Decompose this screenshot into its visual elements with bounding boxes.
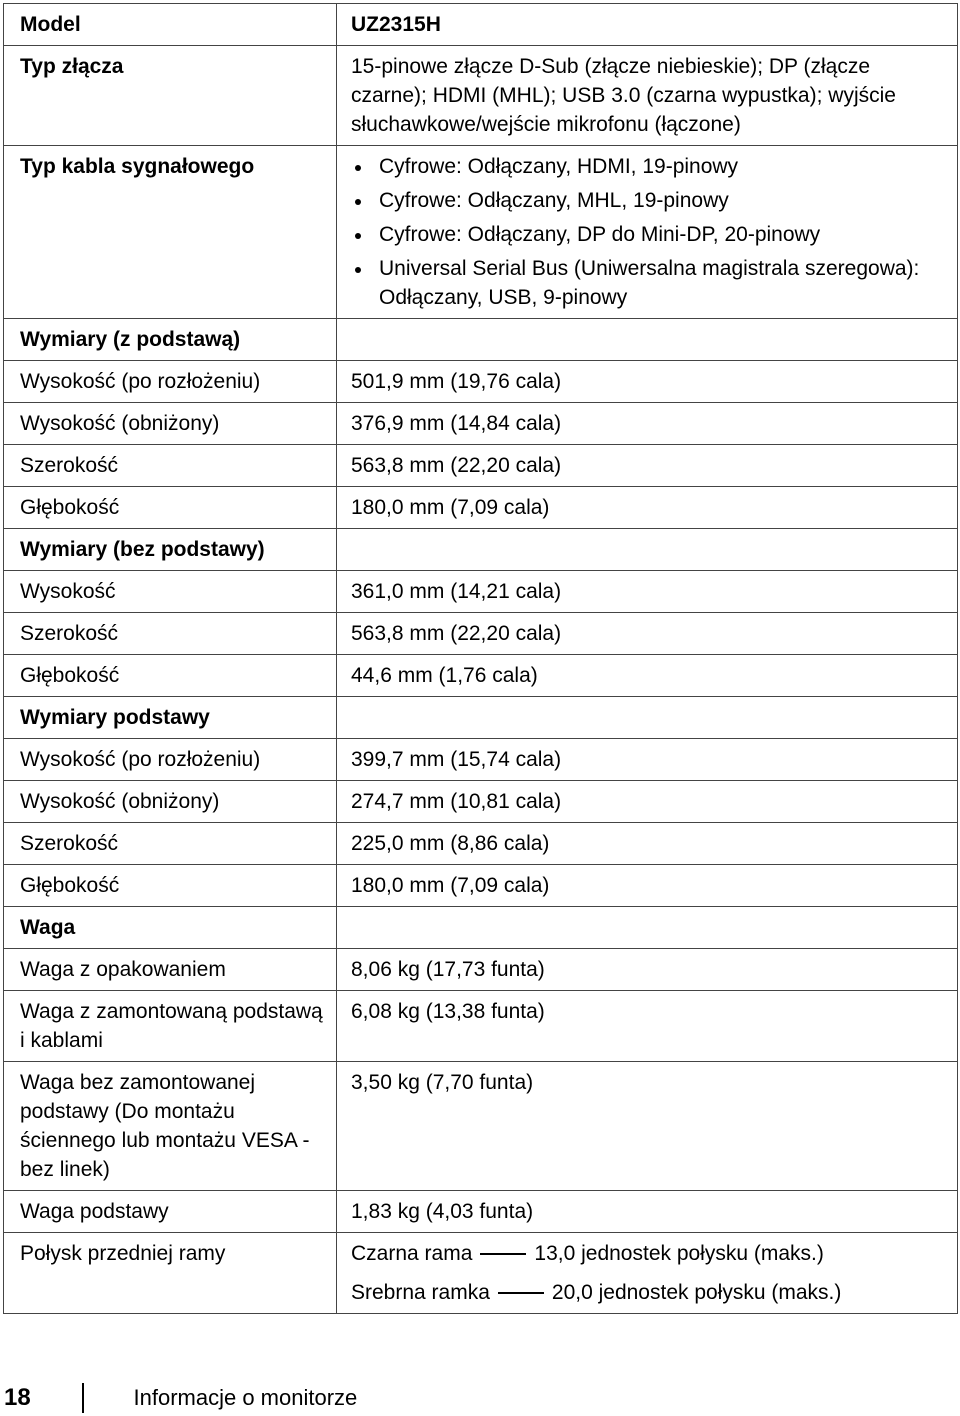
table-row: [4, 571, 958, 613]
section-header-row: [4, 907, 958, 949]
spec-table: [3, 3, 958, 1314]
dims-with-stand-heading: Wymiary (z podstawą): [4, 319, 337, 361]
empty-cell: [337, 907, 958, 949]
gloss-label: Połysk przedniej ramy: [4, 1233, 337, 1314]
stand-height-compressed-value: 274,7 mm (10,81 cala): [337, 781, 958, 823]
section-header-row: [4, 319, 958, 361]
stand-weight-label: Waga podstawy: [4, 1191, 337, 1233]
stand-height-extended-label: Wysokość (po rozłożeniu): [4, 739, 337, 781]
footer-divider: [82, 1383, 84, 1413]
table-row: [4, 1233, 958, 1314]
table-row: [4, 865, 958, 907]
table-row: [4, 46, 958, 146]
stand-dims-heading: Wymiary podstawy: [4, 697, 337, 739]
section-header-row: [4, 697, 958, 739]
stand-height-extended-value: 399,7 mm (15,74 cala): [337, 739, 958, 781]
list-item: Cyfrowe: Odłączany, DP do Mini-DP, 20-pinowy: [351, 220, 947, 249]
stand-depth-value: 180,0 mm (7,09 cala): [337, 865, 958, 907]
width-value: 563,8 mm (22,20 cala): [337, 445, 958, 487]
table-row: [4, 1062, 958, 1191]
gloss-silver-frame-value: 20,0 jednostek połysku (maks.): [551, 1281, 842, 1304]
connector-label: Typ złącza: [4, 46, 337, 146]
table-row: [4, 739, 958, 781]
table-row: [4, 949, 958, 991]
weight-with-stand-value: 6,08 kg (13,38 funta): [337, 991, 958, 1062]
gloss-values: [337, 1233, 958, 1314]
stand-weight-value: 1,83 kg (4,03 funta): [337, 1191, 958, 1233]
gloss-black-frame-name: Czarna rama: [351, 1242, 473, 1265]
width-value: 563,8 mm (22,20 cala): [337, 613, 958, 655]
gloss-black-frame: [351, 1239, 947, 1268]
depth-label: Głębokość: [4, 487, 337, 529]
page-footer: [4, 1380, 357, 1416]
model-label: Model: [4, 4, 337, 46]
depth-label: Głębokość: [4, 655, 337, 697]
signal-cable-list-cell: [337, 146, 958, 319]
table-row: [4, 4, 958, 46]
stand-width-value: 225,0 mm (8,86 cala): [337, 823, 958, 865]
signal-cable-label: Typ kabla sygnałowego: [4, 146, 337, 319]
connector-value: 15-pinowe złącze D-Sub (złącze niebieskie); DP (złącze czarne); HDMI (MHL); USB 3.0 (czarna wypustka); wyjście słuchawkowe/wejście mikrofonu (łączone): [337, 46, 958, 146]
empty-cell: [337, 529, 958, 571]
dims-without-stand-heading: Wymiary (bez podstawy): [4, 529, 337, 571]
em-dash: [480, 1253, 526, 1255]
height-extended-label: Wysokość (po rozłożeniu): [4, 361, 337, 403]
table-row: [4, 991, 958, 1062]
depth-value: 44,6 mm (1,76 cala): [337, 655, 958, 697]
page-number: 18: [4, 1384, 31, 1411]
height-label: Wysokość: [4, 571, 337, 613]
weight-without-stand-value: 3,50 kg (7,70 funta): [337, 1062, 958, 1191]
depth-value: 180,0 mm (7,09 cala): [337, 487, 958, 529]
weight-with-packaging-value: 8,06 kg (17,73 funta): [337, 949, 958, 991]
table-row: [4, 823, 958, 865]
width-label: Szerokość: [4, 445, 337, 487]
width-label: Szerokość: [4, 613, 337, 655]
height-value: 361,0 mm (14,21 cala): [337, 571, 958, 613]
height-compressed-label: Wysokość (obniżony): [4, 403, 337, 445]
table-row: [4, 361, 958, 403]
table-row: [4, 487, 958, 529]
table-row: [4, 403, 958, 445]
section-header-row: [4, 529, 958, 571]
list-item: Cyfrowe: Odłączany, HDMI, 19-pinowy: [351, 152, 947, 181]
model-value: UZ2315H: [337, 4, 958, 46]
table-row: [4, 655, 958, 697]
weight-without-stand-label: Waga bez zamontowanej podstawy (Do montażu ściennego lub montażu VESA - bez linek): [4, 1062, 337, 1191]
gloss-silver-frame-name: Srebrna ramka: [351, 1281, 490, 1304]
gloss-black-frame-value: 13,0 jednostek połysku (maks.): [534, 1242, 824, 1265]
table-row: [4, 445, 958, 487]
table-row: [4, 146, 958, 319]
stand-width-label: Szerokość: [4, 823, 337, 865]
footer-section-title: Informacje o monitorze: [133, 1385, 358, 1410]
height-compressed-value: 376,9 mm (14,84 cala): [337, 403, 958, 445]
stand-height-compressed-label: Wysokość (obniżony): [4, 781, 337, 823]
list-item: Universal Serial Bus (Uniwersalna magistrala szeregowa): Odłączany, USB, 9-pinowy: [351, 254, 947, 312]
weight-heading: Waga: [4, 907, 337, 949]
signal-cable-list: [351, 152, 947, 312]
em-dash: [498, 1292, 544, 1294]
table-row: [4, 613, 958, 655]
empty-cell: [337, 319, 958, 361]
table-row: [4, 781, 958, 823]
empty-cell: [337, 697, 958, 739]
weight-with-packaging-label: Waga z opakowaniem: [4, 949, 337, 991]
stand-depth-label: Głębokość: [4, 865, 337, 907]
gloss-silver-frame: [351, 1278, 947, 1307]
weight-with-stand-label: Waga z zamontowaną podstawą i kablami: [4, 991, 337, 1062]
table-row: [4, 1191, 958, 1233]
list-item: Cyfrowe: Odłączany, MHL, 19-pinowy: [351, 186, 947, 215]
height-extended-value: 501,9 mm (19,76 cala): [337, 361, 958, 403]
